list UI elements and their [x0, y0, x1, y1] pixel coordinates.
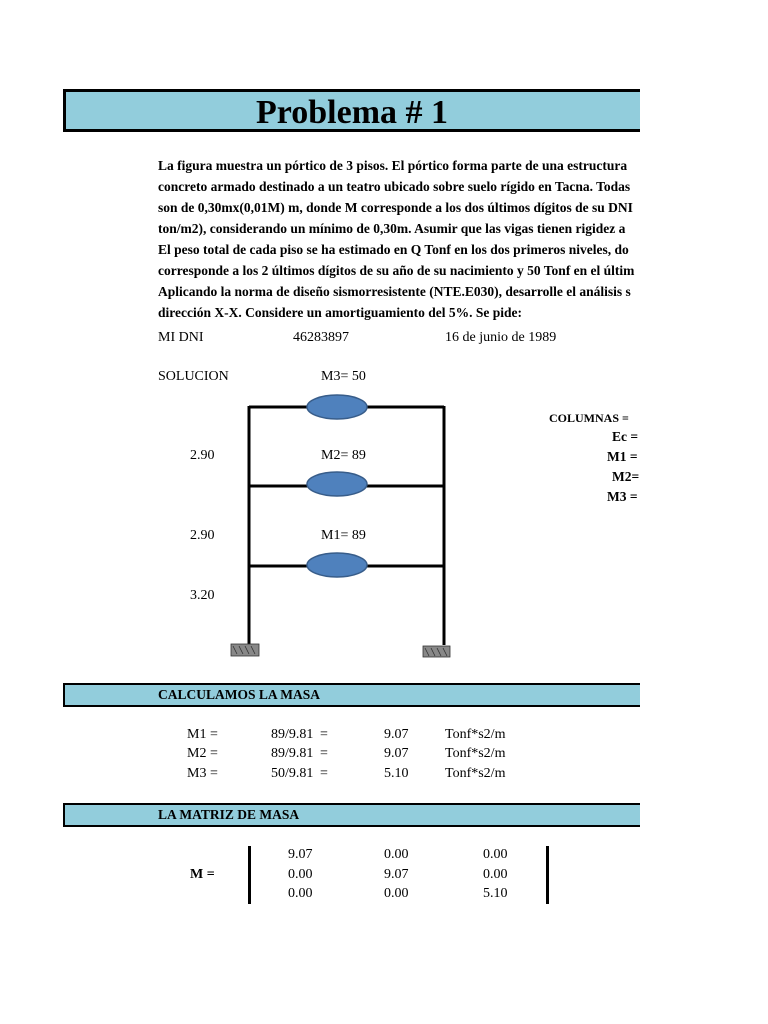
mass-row-unit: Tonf*s2/m — [445, 727, 506, 742]
title-banner — [63, 89, 663, 132]
paragraph-line: La figura muestra un pórtico de 3 pisos. El pórtico forma parte de una estructura — [158, 158, 628, 173]
columnas-label: COLUMNAS = — [549, 411, 629, 425]
dni-label: MI DNI — [158, 330, 204, 345]
paragraph-line: son de 0,30mx(0,01M) m, donde M corresponde a los dos últimos dígitos de su DNI — [158, 200, 633, 215]
matrix-bracket-right — [546, 846, 549, 904]
paragraph-line: El peso total de cada piso se ha estimado en Q Tonf en los dos primeros niveles, do — [158, 242, 629, 257]
height-3: 2.90 — [190, 448, 215, 463]
mass-row-value: 9.07 — [384, 746, 409, 761]
dni-value: 46283897 — [293, 330, 349, 345]
matrix-cell: 9.07 — [384, 867, 409, 882]
support-right — [423, 646, 450, 657]
matrix-cell: 0.00 — [384, 847, 409, 862]
mass-row-eq: = — [320, 727, 328, 742]
mass-row-value: 9.07 — [384, 727, 409, 742]
problem-statement — [158, 155, 640, 323]
matrix-bracket-left — [248, 846, 251, 904]
height-2: 2.90 — [190, 528, 215, 543]
paragraph-line: ton/m2), considerando un mínimo de 0,30m. Asumir que las vigas tienen rigidez a — [158, 221, 626, 236]
mass-row-label: M2 = — [187, 746, 218, 761]
matrix-section-title: LA MATRIZ DE MASA — [158, 807, 300, 822]
mass-2-label: M2= 89 — [321, 448, 366, 463]
mass-3-ellipse — [307, 395, 367, 419]
paragraph-line: Aplicando la norma de diseño sismorresistente (NTE.E030), desarrolle el análisis s — [158, 284, 631, 299]
matrix-section-header — [63, 803, 663, 827]
paragraph-line: dirección X-X. Considere un amortiguamiento del 5%. Se pide: — [158, 305, 522, 320]
mass-section-title: CALCULAMOS LA MASA — [158, 687, 321, 702]
matrix-cell: 0.00 — [483, 847, 508, 862]
mass-row-unit: Tonf*s2/m — [445, 746, 506, 761]
mass-section-header — [63, 683, 663, 707]
mass-row-value: 5.10 — [384, 766, 409, 781]
m2-right-label: M2= — [612, 469, 640, 484]
paragraph-line: corresponde a los 2 últimos dígitos de su año de su nacimiento y 50 Tonf en el últim — [158, 263, 635, 278]
mass-row-eq: = — [320, 746, 328, 761]
ec-label: Ec = — [612, 429, 639, 444]
height-1: 3.20 — [190, 588, 215, 603]
matrix-cell: 0.00 — [288, 886, 313, 901]
matrix-cell: 9.07 — [288, 847, 313, 862]
matrix-cell: 0.00 — [384, 886, 409, 901]
mass-row-eq: = — [320, 766, 328, 781]
mass-3-label: M3= 50 — [321, 369, 366, 384]
mass-row-expr: 89/9.81 — [271, 746, 314, 761]
mass-row-unit: Tonf*s2/m — [445, 766, 506, 781]
matrix-cell: 5.10 — [483, 886, 508, 901]
mass-row-label: M3 = — [187, 766, 218, 781]
birth-date: 16 de junio de 1989 — [445, 330, 557, 345]
m1-right-label: M1 = — [607, 449, 638, 464]
mass-row-expr: 50/9.81 — [271, 766, 314, 781]
support-left — [231, 644, 259, 656]
mass-row-expr: 89/9.81 — [271, 727, 314, 742]
mass-1-ellipse — [307, 553, 367, 577]
matrix-cell: 0.00 — [483, 867, 508, 882]
page-title: Problema # 1 — [256, 94, 449, 131]
m3-right-label: M3 = — [607, 489, 638, 504]
paragraph-line: concreto armado destinado a un teatro ubicado sobre suelo rígido en Tacna. Todas — [158, 179, 631, 194]
solution-label: SOLUCION — [158, 369, 229, 384]
mass-1-label: M1= 89 — [321, 528, 366, 543]
page-right-margin — [640, 0, 768, 1024]
mass-row-label: M1 = — [187, 727, 218, 742]
mass-2-ellipse — [307, 472, 367, 496]
matrix-cell: 0.00 — [288, 867, 313, 882]
matrix-label: M = — [190, 867, 215, 882]
